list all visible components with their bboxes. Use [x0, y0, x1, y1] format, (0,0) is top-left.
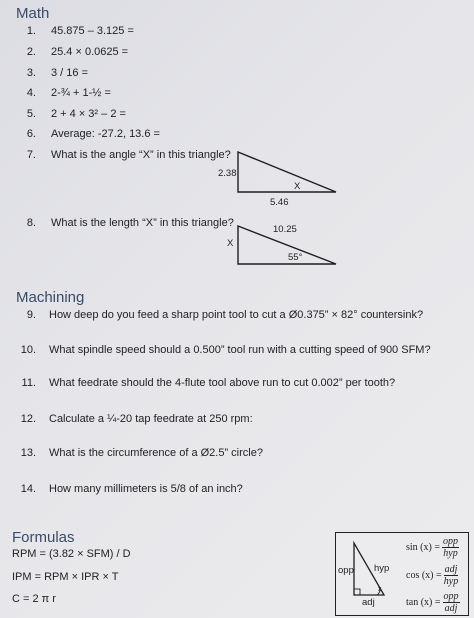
cos-numerator: adj	[444, 564, 458, 575]
item-number: 11.	[21, 377, 36, 389]
tan-formula	[406, 591, 460, 614]
tri1-side-left: 2.38	[218, 168, 237, 179]
tan-fraction	[443, 591, 460, 614]
tri2-side-left: X	[227, 238, 234, 249]
tri1-side-bottom: 5.46	[270, 197, 289, 208]
item-number: 2.	[26, 46, 36, 58]
label-opp: opp	[338, 565, 354, 576]
tan-label: tan (x) =	[406, 597, 441, 608]
question-6: Average: -27.2, 13.6 =	[51, 128, 160, 140]
question-3: 3 / 16 =	[51, 67, 89, 79]
item-number: 10.	[20, 344, 36, 356]
item-number: 5.	[26, 108, 36, 120]
sin-label: sin (x) =	[406, 542, 440, 553]
item-number: 12.	[20, 413, 36, 425]
label-hyp: hyp	[374, 563, 390, 574]
tan-numerator: opp	[443, 591, 459, 602]
formulas-heading: Formulas	[12, 529, 75, 546]
item-number: 8.	[26, 217, 36, 229]
tan-denominator: adj	[444, 603, 458, 614]
question-7: What is the angle “X” in this triangle?	[51, 149, 231, 161]
cos-label: cos (x) =	[406, 570, 442, 581]
question-4: 2-¾ + 1-½ =	[51, 87, 111, 99]
question-12: Calculate a ¼-20 tap feedrate at 250 rpm:	[49, 413, 253, 425]
label-x: x	[378, 586, 382, 593]
machining-heading: Machining	[16, 289, 85, 306]
question-5: 2 + 4 × 3² – 2 =	[51, 108, 126, 120]
question-2: 25.4 × 0.0625 =	[51, 46, 129, 58]
tri2-angle: 55°	[288, 252, 303, 263]
sin-fraction	[442, 536, 459, 559]
tri1-angle-label: X	[294, 181, 301, 192]
question-10: What spindle speed should a 0.500” tool run with a cutting speed of 900 SFM?	[49, 344, 431, 356]
triangle-diagram-1	[214, 148, 344, 210]
math-heading: Math	[16, 5, 50, 22]
tri2-hypotenuse: 10.25	[273, 224, 297, 235]
triangle-diagram-2	[224, 218, 344, 268]
item-number: 13.	[20, 447, 36, 459]
sin-formula	[406, 536, 459, 559]
formula-rpm: RPM = (3.82 × SFM) / D	[12, 548, 131, 560]
label-adj: adj	[362, 597, 375, 608]
formula-circumference: C = 2 π r	[12, 593, 56, 605]
sin-denominator: hyp	[443, 548, 458, 559]
item-number: 7.	[26, 149, 36, 161]
cos-denominator: hyp	[443, 576, 459, 587]
item-number: 9.	[26, 309, 36, 321]
question-8: What is the length “X” in this triangle?	[51, 217, 234, 229]
cos-formula	[406, 564, 458, 587]
item-number: 1.	[26, 25, 36, 37]
item-number: 3.	[26, 67, 36, 79]
question-1: 45.875 – 3.125 =	[51, 25, 134, 37]
question-14: How many millimeters is 5/8 of an inch?	[49, 483, 243, 495]
question-9: How deep do you feed a sharp point tool to cut a Ø0.375” × 82° countersink?	[49, 309, 424, 321]
trig-reference-box	[335, 532, 469, 616]
question-13: What is the circumference of a Ø2.5” circle?	[49, 447, 263, 459]
question-11: What feedrate should the 4-flute tool above run to cut 0.002” per tooth?	[49, 377, 396, 389]
item-number: 14.	[20, 483, 36, 495]
right-triangle-diagram	[336, 533, 406, 615]
formula-ipm: IPM = RPM × IPR × T	[12, 571, 119, 583]
item-number: 4.	[26, 87, 36, 99]
item-number: 6.	[26, 128, 36, 140]
sin-numerator: opp	[442, 536, 458, 547]
cos-fraction	[444, 564, 459, 587]
